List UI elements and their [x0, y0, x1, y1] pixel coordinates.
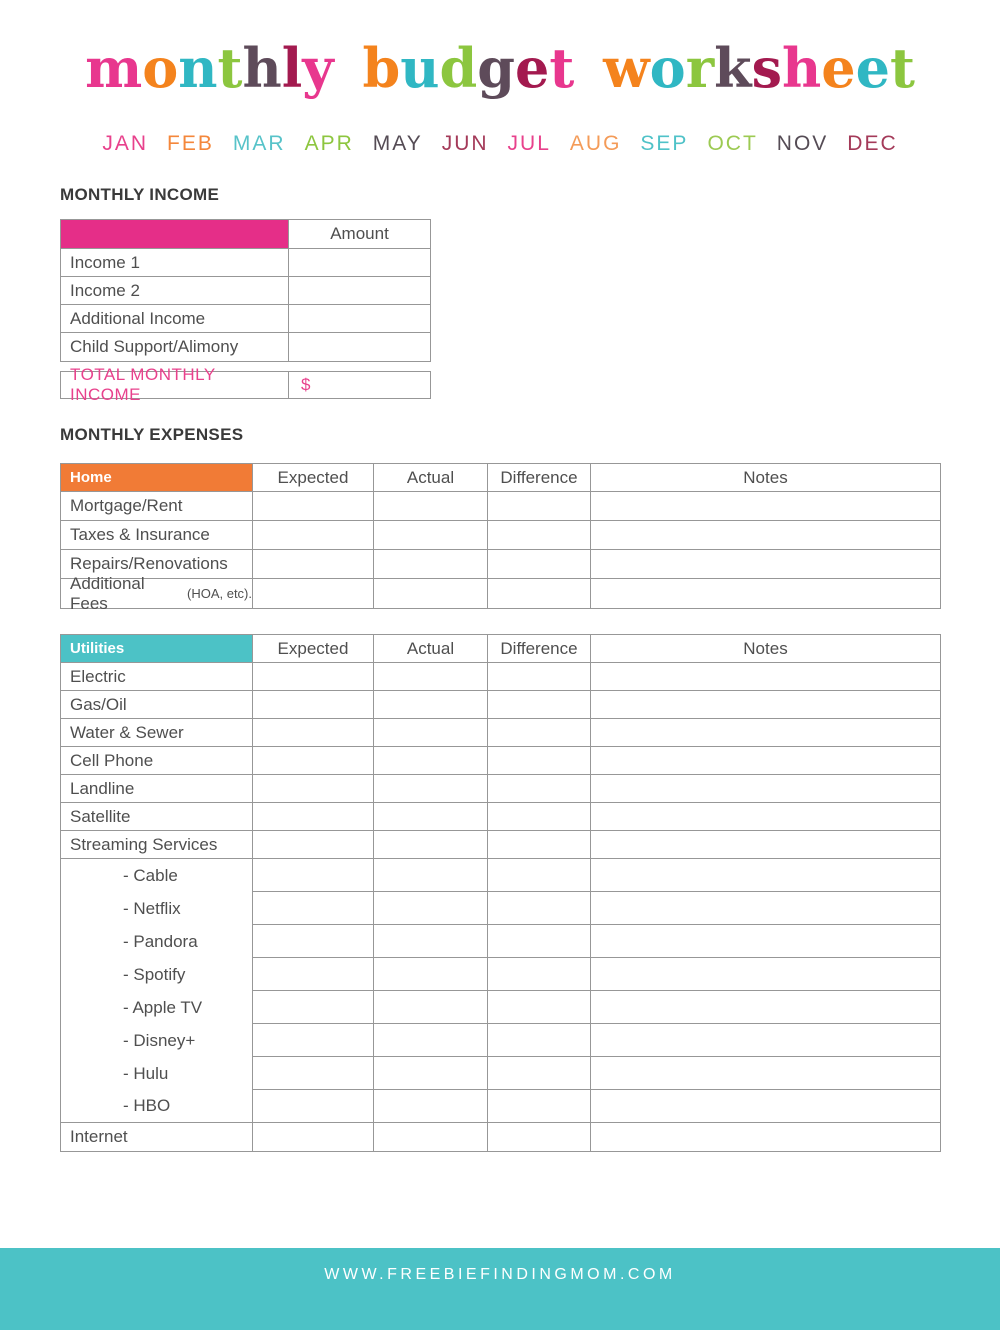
cell-notes [591, 550, 940, 579]
cell-expected [253, 1057, 374, 1090]
expense-row [61, 831, 940, 859]
cell-notes [591, 579, 940, 608]
title-letter: b [362, 36, 401, 100]
month-jun: JUN [441, 132, 489, 155]
expense-header-row [61, 464, 940, 492]
income-table-header [61, 220, 430, 249]
month-jan: JAN [102, 132, 149, 155]
cell-notes [591, 831, 940, 859]
expense-label [61, 1057, 253, 1090]
cell-notes [591, 691, 940, 719]
expense-label [61, 892, 253, 925]
cell-actual [374, 550, 488, 579]
title-letter: s [751, 36, 782, 100]
cell-difference [488, 747, 591, 775]
title-letter: d [439, 36, 478, 100]
column-header-notes: Notes [591, 464, 940, 492]
expense-label-text: Internet [70, 1127, 128, 1146]
column-header-expected: Expected [253, 464, 374, 492]
cell-notes [591, 991, 940, 1024]
cell-expected [253, 859, 374, 892]
cell-notes [591, 719, 940, 747]
column-header-actual: Actual [374, 464, 488, 492]
expense-table-name: Utilities [61, 635, 253, 663]
cell-difference [488, 775, 591, 803]
expense-label [61, 573, 253, 613]
cell-expected [253, 747, 374, 775]
expenses-table-home [60, 463, 941, 613]
expense-row [61, 691, 940, 719]
income-row [61, 333, 430, 361]
months-row [0, 132, 1000, 156]
expense-label-text: Cell Phone [70, 750, 154, 770]
income-amount-cell [289, 277, 430, 305]
month-sep: SEP [640, 132, 689, 155]
income-label: Income 1 [61, 249, 289, 277]
expense-row [61, 1024, 940, 1057]
cell-expected [253, 719, 374, 747]
title-letter: h [781, 36, 822, 100]
cell-actual [374, 803, 488, 831]
month-dec: DEC [847, 132, 898, 155]
column-header-expected: Expected [253, 635, 374, 663]
cell-difference [488, 1024, 591, 1057]
expense-table-name: Home [61, 464, 253, 492]
cell-actual [374, 892, 488, 925]
cell-actual [374, 775, 488, 803]
month-jul: JUL [507, 132, 551, 155]
title-letter: w [603, 36, 650, 100]
month-apr: APR [304, 132, 354, 155]
cell-expected [253, 663, 374, 691]
expense-row [61, 958, 940, 991]
column-header-difference: Difference [488, 464, 591, 492]
income-amount-cell [289, 305, 430, 333]
expense-row [61, 521, 940, 550]
expense-label-text: Satellite [70, 806, 131, 826]
cell-expected [253, 775, 374, 803]
footer [0, 1248, 1000, 1330]
cell-expected [253, 579, 374, 608]
cell-actual [374, 521, 488, 550]
income-label: Child Support/Alimony [61, 333, 289, 361]
expense-label-text: Taxes & Insurance [70, 525, 210, 544]
expense-label-text: Streaming Services [70, 834, 218, 854]
expense-label-text: - Netflix [123, 898, 181, 918]
expense-label-text: - Apple TV [123, 997, 203, 1017]
cell-notes [591, 925, 940, 958]
expense-label [61, 775, 253, 803]
cell-notes [591, 892, 940, 925]
title-letter: o [649, 36, 686, 100]
column-header-difference: Difference [488, 635, 591, 663]
column-header-actual: Actual [374, 635, 488, 663]
cell-actual [374, 958, 488, 991]
cell-expected [253, 492, 374, 521]
cell-expected [253, 831, 374, 859]
expense-row [61, 1123, 940, 1151]
cell-difference [488, 579, 591, 608]
expense-label [61, 691, 253, 719]
expense-label [61, 1024, 253, 1057]
income-label: Additional Income [61, 305, 289, 333]
cell-notes [591, 492, 940, 521]
income-row [61, 305, 430, 333]
cell-expected [253, 1090, 374, 1123]
cell-difference [488, 925, 591, 958]
cell-difference [488, 859, 591, 892]
cell-actual [374, 492, 488, 521]
cell-difference [488, 663, 591, 691]
cell-notes [591, 958, 940, 991]
cell-difference [488, 831, 591, 859]
total-income-table [60, 365, 431, 404]
cell-actual [374, 1090, 488, 1123]
cell-difference [488, 1057, 591, 1090]
expense-label [61, 859, 253, 892]
expense-label-text: - Disney+ [123, 1030, 196, 1050]
title-letter: e [855, 36, 890, 100]
expense-row [61, 1090, 940, 1123]
expense-label [61, 521, 253, 550]
cell-notes [591, 775, 940, 803]
cell-expected [253, 1123, 374, 1151]
expense-label [61, 958, 253, 991]
cell-notes [591, 1090, 940, 1123]
cell-notes [591, 521, 940, 550]
cell-expected [253, 803, 374, 831]
cell-actual [374, 1057, 488, 1090]
cell-difference [488, 550, 591, 579]
title-letter: h [242, 36, 282, 100]
cell-notes [591, 747, 940, 775]
expense-row [61, 803, 940, 831]
income-row [61, 249, 430, 277]
title-letter: y [302, 36, 334, 100]
month-may: MAY [372, 132, 423, 155]
title-letter: l [281, 36, 303, 100]
expense-label [61, 991, 253, 1024]
expense-label [61, 719, 253, 747]
cell-actual [374, 747, 488, 775]
expense-label-text: - HBO [123, 1096, 171, 1115]
title-space [574, 36, 603, 100]
expense-row [61, 719, 940, 747]
expense-label-text: Water & Sewer [70, 722, 184, 742]
cell-notes [591, 1024, 940, 1057]
income-table [60, 219, 431, 362]
month-nov: NOV [776, 132, 829, 155]
page-title [0, 36, 1000, 100]
income-header-color-bar [61, 220, 289, 249]
month-oct: OCT [707, 132, 758, 155]
title-letter: t [549, 36, 575, 100]
month-aug: AUG [569, 132, 622, 155]
cell-expected [253, 521, 374, 550]
cell-actual [374, 663, 488, 691]
title-letter: k [714, 36, 752, 100]
cell-expected [253, 892, 374, 925]
cell-actual [374, 1024, 488, 1057]
cell-expected [253, 550, 374, 579]
cell-difference [488, 991, 591, 1024]
expense-label [61, 1123, 253, 1151]
total-income-row [61, 365, 430, 404]
cell-actual [374, 1123, 488, 1151]
page [0, 36, 1000, 1283]
month-mar: MAR [232, 132, 286, 155]
footer-url: WWW.FREEBIEFINDINGMOM.COM [324, 1266, 676, 1283]
expense-row [61, 550, 940, 579]
expense-label-text: Mortgage/Rent [70, 496, 183, 515]
cell-difference [488, 1090, 591, 1123]
expense-row [61, 991, 940, 1024]
expense-label-text: - Hulu [123, 1063, 169, 1083]
expense-label-text: Electric [70, 666, 126, 686]
expense-label-text: - Pandora [123, 931, 198, 951]
expense-label-text: Gas/Oil [70, 694, 127, 714]
expense-label-text: - Spotify [123, 964, 186, 984]
cell-actual [374, 831, 488, 859]
cell-actual [374, 859, 488, 892]
expense-row [61, 747, 940, 775]
title-letter: g [477, 36, 516, 100]
title-letter: e [821, 36, 856, 100]
cell-notes [591, 663, 940, 691]
title-letter: u [400, 36, 440, 100]
expense-row [61, 492, 940, 521]
expenses-table-utilities [60, 634, 941, 1152]
title-letter: n [178, 36, 218, 100]
cell-expected [253, 925, 374, 958]
income-amount-header: Amount [289, 220, 430, 249]
title-letter: t [889, 36, 915, 100]
cell-difference [488, 719, 591, 747]
title-letter: e [515, 36, 550, 100]
income-row [61, 277, 430, 305]
cell-difference [488, 492, 591, 521]
cell-notes [591, 1057, 940, 1090]
income-heading: MONTHLY INCOME [60, 185, 220, 204]
expense-label-text: Repairs/Renovations [70, 554, 228, 573]
cell-notes [591, 1123, 940, 1151]
title-space [334, 36, 363, 100]
expense-label [61, 492, 253, 521]
cell-difference [488, 803, 591, 831]
cell-notes [591, 803, 940, 831]
title-letter: o [142, 36, 179, 100]
expense-row [61, 859, 940, 892]
expense-row [61, 573, 940, 613]
expense-row [61, 892, 940, 925]
total-income-label: TOTAL MONTHLY INCOME [61, 372, 289, 398]
expense-row [61, 663, 940, 691]
cell-actual [374, 719, 488, 747]
expense-label [61, 803, 253, 831]
cell-actual [374, 579, 488, 608]
cell-notes [591, 859, 940, 892]
cell-difference [488, 958, 591, 991]
cell-expected [253, 991, 374, 1024]
expense-row [61, 775, 940, 803]
title-letter: m [85, 36, 143, 100]
expense-label [61, 747, 253, 775]
income-label: Income 2 [61, 277, 289, 305]
income-amount-cell [289, 249, 430, 277]
cell-actual [374, 925, 488, 958]
cell-expected [253, 1024, 374, 1057]
cell-actual [374, 991, 488, 1024]
cell-expected [253, 958, 374, 991]
expense-label-suffix: (HOA, etc). [186, 586, 252, 601]
expense-row [61, 1057, 940, 1090]
expenses-heading: MONTHLY EXPENSES [60, 425, 244, 444]
month-feb: FEB [167, 132, 214, 155]
expense-label-text: Additional Fees [70, 573, 145, 613]
cell-expected [253, 691, 374, 719]
expense-label-text: - Cable [123, 865, 178, 885]
total-income-value: $ [301, 375, 311, 394]
expense-label [61, 663, 253, 691]
cell-difference [488, 521, 591, 550]
income-amount-cell [289, 333, 430, 361]
cell-actual [374, 691, 488, 719]
expense-label [61, 831, 253, 859]
cell-difference [488, 691, 591, 719]
column-header-notes: Notes [591, 635, 940, 663]
expense-label [61, 1090, 253, 1123]
cell-difference [488, 892, 591, 925]
title-letter: t [217, 36, 243, 100]
expense-header-row [61, 635, 940, 663]
expense-row [61, 925, 940, 958]
expense-label-text: Landline [70, 778, 135, 798]
expense-label [61, 925, 253, 958]
title-letter: r [685, 36, 715, 100]
cell-difference [488, 1123, 591, 1151]
